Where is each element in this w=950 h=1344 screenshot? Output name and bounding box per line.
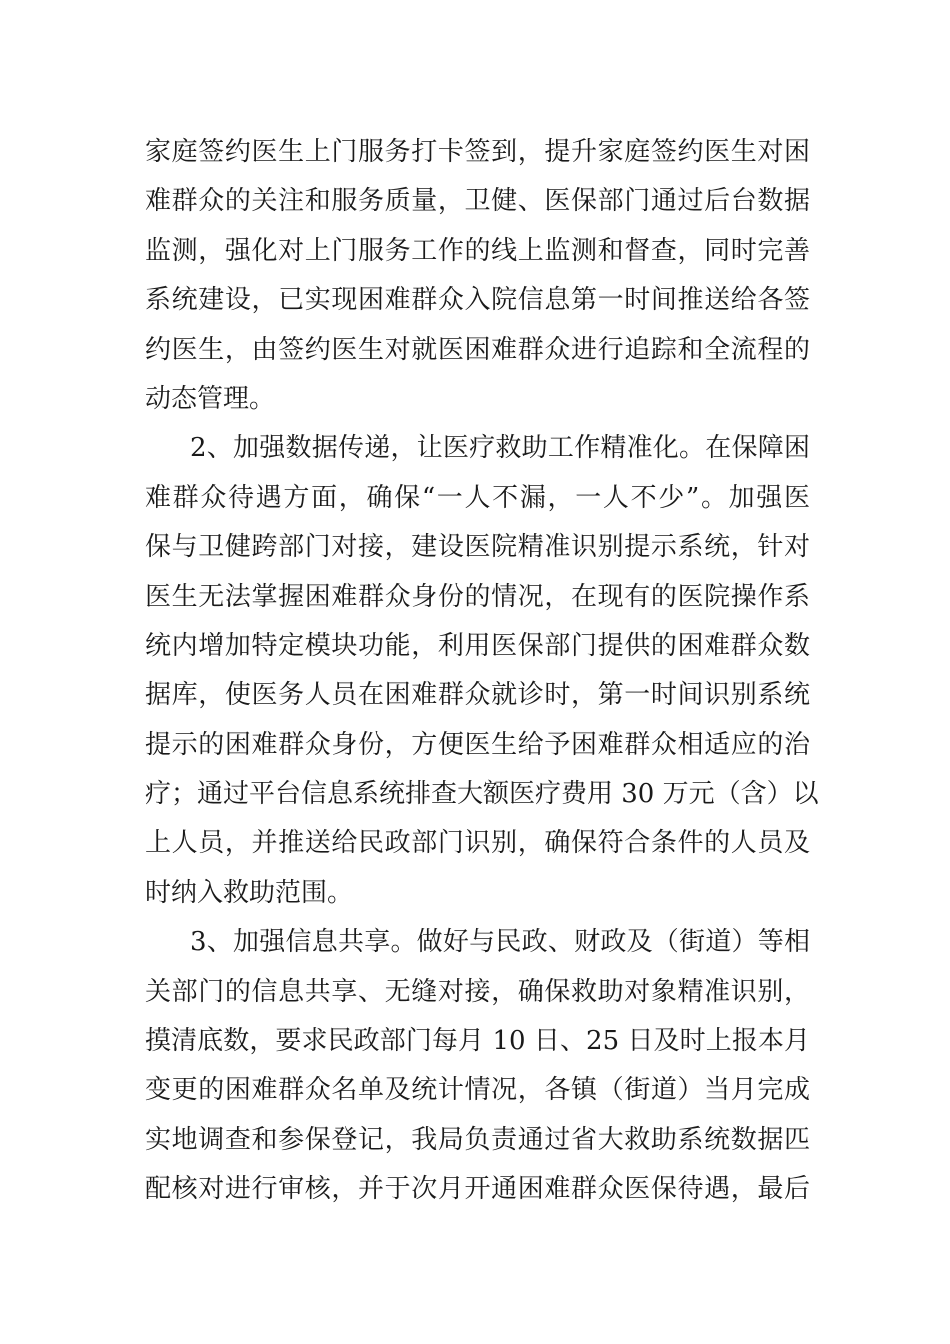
text-line: 提示的困难群众身份，方便医生给予困难群众相适应的治 xyxy=(145,729,810,760)
text-line: 系统建设，已实现困难群众入院信息第一时间推送给各签 xyxy=(145,285,810,316)
text-line: 摸清底数，要求民政部门每月 10 日、25 日及时上报本月 xyxy=(145,1026,810,1057)
text-line: 3、加强信息共享。做好与民政、财政及（街道）等相 xyxy=(190,927,810,958)
text-line: 保与卫健跨部门对接，建设医院精准识别提示系统，针对 xyxy=(145,532,810,563)
text-line: 时纳入救助范围。 xyxy=(145,877,354,908)
text-line: 医生无法掌握困难群众身份的情况，在现有的医院操作系 xyxy=(145,581,810,612)
text-line: 上人员，并推送给民政部门识别，确保符合条件的人员及 xyxy=(145,828,810,859)
text-line: 关部门的信息共享、无缝对接，确保救助对象精准识别， xyxy=(145,976,810,1007)
paragraph-1 xyxy=(145,128,810,424)
text-line: 2、加强数据传递，让医疗救助工作精准化。在保障困 xyxy=(190,433,810,464)
text-line: 疗；通过平台信息系统排查大额医疗费用 30 万元（含）以 xyxy=(145,779,819,810)
document-body xyxy=(145,128,819,1215)
text-line: 家庭签约医生上门服务打卡签到，提升家庭签约医生对困 xyxy=(145,137,810,167)
text-line: 监测，强化对上门服务工作的线上监测和督查，同时完善 xyxy=(145,235,810,266)
text-line: 难群众待遇方面，确保“一人不漏，一人不少”。加强医 xyxy=(145,482,810,513)
text-line: 统内增加特定模块功能，利用医保部门提供的困难群众数 xyxy=(145,630,810,661)
paragraph-3 xyxy=(145,918,810,1214)
text-line: 实地调查和参保登记，我局负责通过省大救助系统数据匹 xyxy=(145,1124,810,1155)
text-line: 难群众的关注和服务质量，卫健、医保部门通过后台数据 xyxy=(145,186,810,217)
text-line: 配核对进行审核，并于次月开通困难群众医保待遇，最后 xyxy=(145,1174,810,1205)
text-line: 约医生，由签约医生对就医困难群众进行追踪和全流程的 xyxy=(145,334,810,365)
text-line: 变更的困难群众名单及统计情况，各镇（街道）当月完成 xyxy=(145,1075,810,1106)
text-line: 据库，使医务人员在困难群众就诊时，第一时间识别系统 xyxy=(145,680,810,711)
paragraph-2 xyxy=(145,424,819,918)
text-line: 动态管理。 xyxy=(145,383,276,414)
